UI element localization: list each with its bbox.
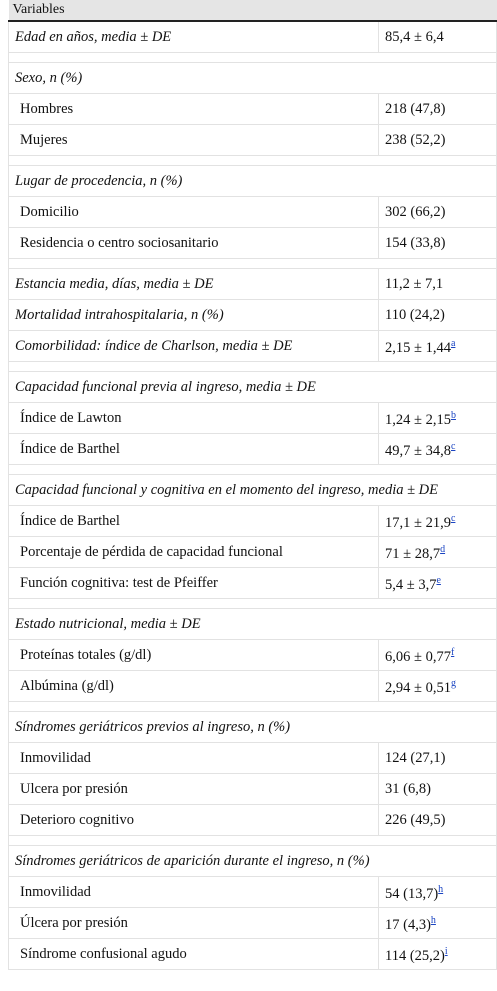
row-value: 110 (24,2): [385, 306, 445, 323]
row-value-cell: [379, 774, 497, 805]
section-title: Síndromes geriátricos previos al ingreso, n (%): [9, 712, 497, 743]
row-label: Deterioro cognitivo: [9, 805, 379, 836]
row-value-cell: [379, 506, 497, 537]
row-value-cell: [379, 94, 497, 125]
table-row: [9, 21, 497, 53]
table-row: [9, 228, 497, 259]
row-value-cell: [379, 125, 497, 156]
table-row: [9, 939, 497, 970]
header-variables: Variables: [9, 0, 379, 21]
row-label: Síndrome confusional agudo: [9, 939, 379, 970]
row-value: 71 ± 28,7: [385, 545, 441, 562]
row-value: 6,06 ± 0,77: [385, 648, 451, 665]
section-row: [9, 63, 497, 94]
row-label: Inmovilidad: [9, 743, 379, 774]
row-value: 154 (33,8): [385, 234, 446, 251]
row-value: 124 (27,1): [385, 749, 446, 766]
spacer-cell: [9, 259, 497, 269]
row-value-cell: [379, 269, 497, 300]
table-row: [9, 506, 497, 537]
table-row: [9, 671, 497, 702]
row-value-cell: [379, 434, 497, 465]
row-label: Hombres: [9, 94, 379, 125]
section-title: Capacidad funcional y cognitiva en el momento del ingreso, media ± DE: [9, 475, 497, 506]
row-label: Edad en años, media ± DE: [9, 21, 379, 53]
table-row: [9, 125, 497, 156]
row-value-cell: [379, 537, 497, 568]
row-value-cell: [379, 939, 497, 970]
spacer-cell: [9, 702, 497, 712]
row-label: Inmovilidad: [9, 877, 379, 908]
table-row: [9, 877, 497, 908]
row-label: Porcentaje de pérdida de capacidad funcional: [9, 537, 379, 568]
table-row: [9, 743, 497, 774]
spacer-row: [9, 53, 497, 63]
row-label: Ulcera por presión: [9, 774, 379, 805]
row-label: Domicilio: [9, 197, 379, 228]
row-value: 302 (66,2): [385, 203, 446, 220]
table-row: [9, 774, 497, 805]
row-label: Úlcera por presión: [9, 908, 379, 939]
row-value-cell: [379, 877, 497, 908]
row-value-cell: [379, 568, 497, 599]
table-row: [9, 403, 497, 434]
variables-table: [8, 0, 497, 970]
row-value-cell: [379, 403, 497, 434]
footnote-link[interactable]: h: [430, 915, 436, 927]
row-value: 238 (52,2): [385, 131, 446, 148]
table-header-row: [9, 0, 497, 21]
row-value: 54 (13,7): [385, 885, 439, 902]
header-value: [379, 0, 497, 21]
table-row: [9, 568, 497, 599]
row-value-cell: [379, 743, 497, 774]
row-value-cell: [379, 21, 497, 53]
section-row: [9, 372, 497, 403]
row-value-cell: [379, 908, 497, 939]
row-value: 11,2 ± 7,1: [385, 275, 444, 292]
row-label: Índice de Barthel: [9, 506, 379, 537]
footnote-link[interactable]: b: [450, 410, 456, 422]
row-value-cell: [379, 197, 497, 228]
row-value: 218 (47,8): [385, 100, 446, 117]
row-label: Albúmina (g/dl): [9, 671, 379, 702]
footnote-link[interactable]: f: [450, 647, 455, 659]
table-row: [9, 640, 497, 671]
row-label: Estancia media, días, media ± DE: [9, 269, 379, 300]
table-row: [9, 94, 497, 125]
footnote-link[interactable]: g: [450, 678, 456, 690]
section-row: [9, 712, 497, 743]
row-value: 17,1 ± 21,9: [385, 514, 451, 531]
table-row: [9, 197, 497, 228]
table-row: [9, 537, 497, 568]
row-label: Mujeres: [9, 125, 379, 156]
row-value-cell: [379, 640, 497, 671]
section-title: Síndromes geriátricos de aparición durante el ingreso, n (%): [9, 846, 497, 877]
row-value: 2,15 ± 1,44: [385, 339, 451, 356]
spacer-row: [9, 465, 497, 475]
row-value: 49,7 ± 34,8: [385, 442, 451, 459]
table-row: [9, 805, 497, 836]
footnote-link[interactable]: h: [438, 884, 444, 896]
section-title: Sexo, n (%): [9, 63, 497, 94]
row-label: Comorbilidad: índice de Charlson, media ± DE: [9, 331, 379, 362]
row-value-cell: [379, 300, 497, 331]
footnote-link[interactable]: c: [450, 513, 456, 525]
spacer-cell: [9, 362, 497, 372]
section-row: [9, 166, 497, 197]
spacer-row: [9, 702, 497, 712]
spacer-row: [9, 599, 497, 609]
section-title: Estado nutricional, media ± DE: [9, 609, 497, 640]
row-value: 31 (6,8): [385, 780, 431, 797]
table-row: [9, 300, 497, 331]
table-row: [9, 269, 497, 300]
table-body: [9, 21, 497, 970]
row-value: 1,24 ± 2,15: [385, 411, 451, 428]
spacer-row: [9, 836, 497, 846]
row-label: Residencia o centro sociosanitario: [9, 228, 379, 259]
row-value-cell: [379, 228, 497, 259]
row-value-cell: [379, 805, 497, 836]
section-title: Lugar de procedencia, n (%): [9, 166, 497, 197]
row-value-cell: [379, 331, 497, 362]
row-label: Mortalidad intrahospitalaria, n (%): [9, 300, 379, 331]
spacer-cell: [9, 465, 497, 475]
section-title: Capacidad funcional previa al ingreso, media ± DE: [9, 372, 497, 403]
row-label: Proteínas totales (g/dl): [9, 640, 379, 671]
row-value-cell: [379, 671, 497, 702]
row-value: 226 (49,5): [385, 811, 446, 828]
section-row: [9, 609, 497, 640]
section-row: [9, 846, 497, 877]
row-value: 114 (25,2): [385, 947, 445, 964]
row-label: Función cognitiva: test de Pfeiffer: [9, 568, 379, 599]
spacer-row: [9, 362, 497, 372]
spacer-cell: [9, 599, 497, 609]
spacer-row: [9, 156, 497, 166]
section-row: [9, 475, 497, 506]
row-value: 2,94 ± 0,51: [385, 679, 451, 696]
footnote-link[interactable]: d: [440, 544, 446, 556]
spacer-cell: [9, 156, 497, 166]
row-label: Índice de Lawton: [9, 403, 379, 434]
table-row: [9, 434, 497, 465]
footnote-link[interactable]: c: [450, 441, 456, 453]
spacer-row: [9, 259, 497, 269]
row-value: 85,4 ± 6,4: [385, 28, 444, 45]
footnote-link[interactable]: e: [436, 575, 441, 587]
spacer-cell: [9, 53, 497, 63]
row-value: 5,4 ± 3,7: [385, 576, 437, 593]
spacer-cell: [9, 836, 497, 846]
table-row: [9, 331, 497, 362]
row-value: 17 (4,3): [385, 916, 431, 933]
footnote-link[interactable]: i: [444, 946, 448, 958]
footnote-link[interactable]: a: [450, 338, 456, 350]
table-row: [9, 908, 497, 939]
row-label: Índice de Barthel: [9, 434, 379, 465]
